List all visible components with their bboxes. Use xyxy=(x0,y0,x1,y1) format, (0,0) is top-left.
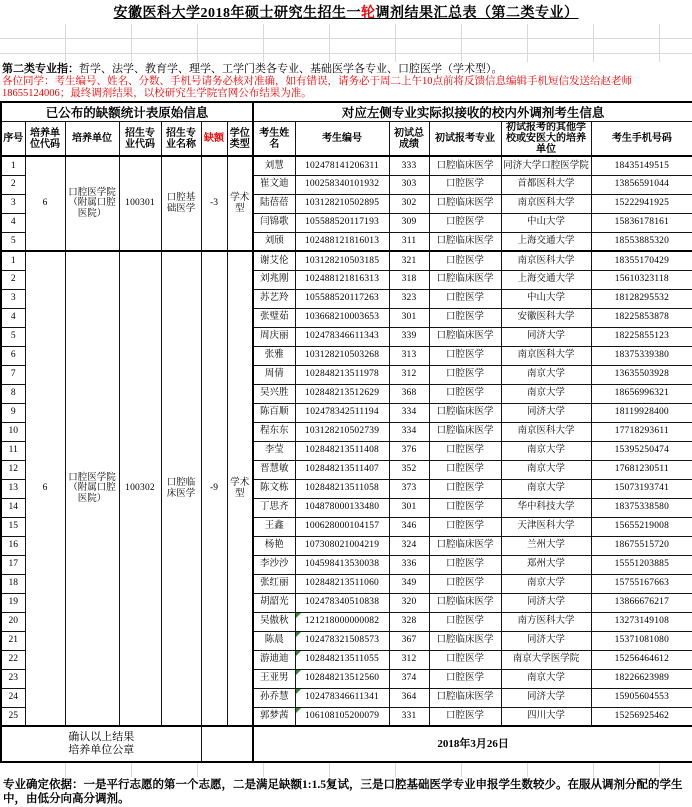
col-header-degree-type: 学位类型 xyxy=(227,122,253,157)
exam-number-cell: 107308021004219 xyxy=(295,536,389,555)
serial-cell: 20 xyxy=(1,612,25,631)
score-cell: 349 xyxy=(389,574,429,593)
major-cell: 口腔临床医学 xyxy=(429,270,501,289)
col-header-other-school: 初试报考的其他学校或安医大的培养单位 xyxy=(501,122,591,157)
phone-cell: 15073193741 xyxy=(591,479,692,498)
bottom-note xyxy=(0,777,692,807)
col-header-unit-code: 培养单位代码 xyxy=(25,122,65,157)
serial-cell: 4 xyxy=(1,308,25,327)
serial-cell: 1 xyxy=(1,156,25,175)
results-table xyxy=(0,101,692,763)
title-row xyxy=(0,0,692,24)
name-cell: 陈晨 xyxy=(253,631,295,650)
major-cell: 口腔临床医学 xyxy=(429,422,501,441)
major-cell: 口腔医学 xyxy=(429,479,501,498)
phone-cell: 18375339380 xyxy=(591,346,692,365)
major-cell: 口腔临床医学 xyxy=(429,156,501,175)
footer-date: 2018年3月26日 xyxy=(253,726,692,762)
footer-empty-cell xyxy=(201,726,253,762)
exam-number-cell: 102488121816313 xyxy=(295,270,389,289)
col-header-unit: 培养单位 xyxy=(65,122,119,157)
name-cell: 谢艾伦 xyxy=(253,251,295,270)
score-cell: 376 xyxy=(389,441,429,460)
serial-cell: 14 xyxy=(1,498,25,517)
exam-number-cell: 103128210503268 xyxy=(295,346,389,365)
phone-cell: 13635503928 xyxy=(591,365,692,384)
error-flag-icon xyxy=(296,708,301,713)
name-cell: 陈文栋 xyxy=(253,479,295,498)
exam-number-cell: 106108105200079 xyxy=(295,707,389,726)
col-header-applied-major: 初试报考专业 xyxy=(429,122,501,157)
exam-number-cell: 102848213512629 xyxy=(295,384,389,403)
exam-number-cell: 103668210003653 xyxy=(295,308,389,327)
major-cell: 口腔医学 xyxy=(429,612,501,631)
page-title-highlight: 轮 xyxy=(361,6,376,21)
major-cell: 口腔医学 xyxy=(429,498,501,517)
footer-confirm-line1: 确认以上结果 xyxy=(68,731,135,743)
name-cell: 吴傲秋 xyxy=(253,612,295,631)
serial-cell: 2 xyxy=(1,175,25,194)
phone-cell: 13866676217 xyxy=(591,593,692,612)
score-cell: 301 xyxy=(389,498,429,517)
name-cell: 游迪迪 xyxy=(253,650,295,669)
exam-number-cell: 102848213511058 xyxy=(295,479,389,498)
score-cell: 302 xyxy=(389,194,429,213)
school-cell: 安徽医科大学 xyxy=(501,308,591,327)
phone-cell: 13273149108 xyxy=(591,612,692,631)
error-flag-icon xyxy=(296,651,301,656)
bottom-note-text: 一是平行志愿的第一个志愿，二是满足缺额1:1.5复试，三是口腔基础医学专业申报学生数较少。在服从调剂分配的学生中，由低分向高分调剂。 xyxy=(3,779,683,805)
phone-cell: 15755167663 xyxy=(591,574,692,593)
page-title xyxy=(114,2,579,22)
major-cell: 口腔医学 xyxy=(429,707,501,726)
serial-cell: 12 xyxy=(1,460,25,479)
bottom-note-label: 专业确定依据： xyxy=(3,779,84,791)
unit-cell: 口腔医学院（附属口腔医院） xyxy=(65,251,119,726)
major-cell: 口腔医学 xyxy=(429,175,501,194)
major-cell: 口腔医学 xyxy=(429,251,501,270)
major-cell: 口腔医学 xyxy=(429,289,501,308)
school-cell: 南京医科大学 xyxy=(501,251,591,270)
col-header-major-name: 招生专业名称 xyxy=(161,122,201,157)
exam-number-cell: 105588520117263 xyxy=(295,289,389,308)
serial-cell: 22 xyxy=(1,650,25,669)
phone-cell: 18375338580 xyxy=(591,498,692,517)
serial-cell: 17 xyxy=(1,555,25,574)
serial-cell: 25 xyxy=(1,707,25,726)
major-cell: 口腔医学 xyxy=(429,213,501,232)
section-header-left: 已公布的缺额统计表原始信息 xyxy=(1,102,253,122)
serial-cell: 11 xyxy=(1,441,25,460)
exam-number-cell: 102478141206311 xyxy=(295,156,389,175)
serial-cell: 19 xyxy=(1,593,25,612)
phone-cell: 15551203885 xyxy=(591,555,692,574)
school-cell: 首都医科大学 xyxy=(501,175,591,194)
score-cell: 352 xyxy=(389,460,429,479)
col-header-phone: 考生手机号码 xyxy=(591,122,692,157)
error-flag-icon xyxy=(296,670,301,675)
exam-number-cell: 100628000104157 xyxy=(295,517,389,536)
major-name-cell: 口腔临床医学 xyxy=(161,251,201,726)
score-cell: 339 xyxy=(389,327,429,346)
exam-number-cell: 102848213511408 xyxy=(295,441,389,460)
score-cell: 312 xyxy=(389,365,429,384)
phone-cell: 15371081080 xyxy=(591,631,692,650)
vacancy-cell: -3 xyxy=(201,156,227,251)
school-cell: 同济大学 xyxy=(501,688,591,707)
major-cell: 口腔医学 xyxy=(429,555,501,574)
score-cell: 333 xyxy=(389,156,429,175)
school-cell: 郑州大学 xyxy=(501,555,591,574)
score-cell: 301 xyxy=(389,308,429,327)
name-cell: 周倩 xyxy=(253,365,295,384)
score-cell: 323 xyxy=(389,289,429,308)
score-cell: 367 xyxy=(389,631,429,650)
school-cell: 南京大学 xyxy=(501,384,591,403)
name-cell: 刘颀 xyxy=(253,232,295,251)
exam-number-cell: 102478346611343 xyxy=(295,327,389,346)
serial-cell: 5 xyxy=(1,232,25,251)
phone-cell: 18675515720 xyxy=(591,536,692,555)
major-cell: 口腔临床医学 xyxy=(429,688,501,707)
footer-confirm-line2: 培养单位公章 xyxy=(68,744,135,756)
major-cell: 口腔临床医学 xyxy=(429,327,501,346)
category-note-label: 第二类专业指： xyxy=(2,63,79,75)
exam-number-cell: 102478342511194 xyxy=(295,403,389,422)
page-title-suffix: 调剂结果汇总表（第二类专业） xyxy=(375,6,579,21)
exam-number-cell: 104598413530038 xyxy=(295,555,389,574)
school-cell: 南京大学 xyxy=(501,441,591,460)
school-cell: 南京大学医学院 xyxy=(501,650,591,669)
section-header-right: 对应左侧专业实际拟接收的校内外调剂考生信息 xyxy=(253,102,692,122)
exam-number-cell: 104878000133480 xyxy=(295,498,389,517)
exam-number-cell: 103128210502739 xyxy=(295,422,389,441)
school-cell: 同济大学 xyxy=(501,593,591,612)
name-cell: 郭梦茜 xyxy=(253,707,295,726)
error-flag-icon xyxy=(296,613,301,618)
name-cell: 王亚男 xyxy=(253,669,295,688)
exam-number-cell: 103128210502895 xyxy=(295,194,389,213)
empty-grid-area-bottom xyxy=(0,763,692,777)
exam-number-cell: 102848213511060 xyxy=(295,574,389,593)
school-cell: 同济大学口腔医学院 xyxy=(501,156,591,175)
school-cell: 南京大学 xyxy=(501,479,591,498)
phone-cell: 18225853878 xyxy=(591,308,692,327)
major-cell: 口腔临床医学 xyxy=(429,403,501,422)
phone-cell: 15256925462 xyxy=(591,707,692,726)
serial-cell: 3 xyxy=(1,194,25,213)
name-cell: 李沙沙 xyxy=(253,555,295,574)
col-header-serial: 序号 xyxy=(1,122,25,157)
table-body xyxy=(1,156,692,726)
exam-number-cell: 102848213512560 xyxy=(295,669,389,688)
phone-cell: 18656996321 xyxy=(591,384,692,403)
exam-number-cell: 105588520117193 xyxy=(295,213,389,232)
name-cell: 崔文迪 xyxy=(253,175,295,194)
name-cell: 张雅 xyxy=(253,346,295,365)
name-cell: 刘兆刚 xyxy=(253,270,295,289)
phone-cell: 18119928400 xyxy=(591,403,692,422)
category-note xyxy=(0,62,692,76)
school-cell: 上海交通大学 xyxy=(501,232,591,251)
major-cell: 口腔临床医学 xyxy=(429,631,501,650)
score-cell: 320 xyxy=(389,593,429,612)
exam-number-cell: 102848213511055 xyxy=(295,650,389,669)
phone-cell: 15905604553 xyxy=(591,688,692,707)
col-header-major-code: 招生专业代码 xyxy=(119,122,161,157)
score-cell: 334 xyxy=(389,403,429,422)
major-cell: 口腔医学 xyxy=(429,460,501,479)
phone-cell: 18225855123 xyxy=(591,327,692,346)
score-cell: 368 xyxy=(389,384,429,403)
error-flag-icon xyxy=(296,632,301,637)
footer-row xyxy=(1,726,692,762)
exam-number-cell: 102478340510838 xyxy=(295,593,389,612)
footer-confirm-cell xyxy=(1,726,201,762)
name-cell: 程东东 xyxy=(253,422,295,441)
page-title-prefix: 安徽医科大学2018年硕士研究生招生一 xyxy=(113,6,361,21)
exam-number-cell: 103128210503185 xyxy=(295,251,389,270)
school-cell: 南京医科大学 xyxy=(501,422,591,441)
unit-cell: 口腔医学院（附属口腔医院） xyxy=(65,156,119,251)
serial-cell: 3 xyxy=(1,289,25,308)
name-cell: 闫锦歌 xyxy=(253,213,295,232)
score-cell: 324 xyxy=(389,536,429,555)
table-row xyxy=(1,251,692,270)
serial-cell: 1 xyxy=(1,251,25,270)
phone-cell: 15610323118 xyxy=(591,270,692,289)
major-cell: 口腔医学 xyxy=(429,574,501,593)
phone-cell: 17718293611 xyxy=(591,422,692,441)
score-cell: 374 xyxy=(389,669,429,688)
name-cell: 吴兴胜 xyxy=(253,384,295,403)
serial-cell: 16 xyxy=(1,536,25,555)
major-cell: 口腔医学 xyxy=(429,384,501,403)
serial-cell: 8 xyxy=(1,384,25,403)
serial-cell: 21 xyxy=(1,631,25,650)
phone-cell: 18553885320 xyxy=(591,232,692,251)
degree-type-cell: 学术型 xyxy=(227,156,253,251)
score-cell: 346 xyxy=(389,517,429,536)
phone-cell: 15836178161 xyxy=(591,213,692,232)
school-cell: 南京医科大学 xyxy=(501,346,591,365)
phone-cell: 17681230511 xyxy=(591,460,692,479)
school-cell: 中山大学 xyxy=(501,213,591,232)
score-cell: 334 xyxy=(389,422,429,441)
school-cell: 同济大学 xyxy=(501,327,591,346)
major-cell: 口腔医学 xyxy=(429,365,501,384)
serial-cell: 7 xyxy=(1,365,25,384)
warning-note: 各位同学：考生编号、姓名、分数、手机号请务必核对准确，如有错误，请务必于周二上午10点前将反馈信息编辑手机短信发送给赵老师18655124006；最终调剂结果，以校研究生学院官网公布结果为准。 xyxy=(2,76,632,99)
exam-number-cell: 102848213511978 xyxy=(295,365,389,384)
exam-number-cell: 100258340101932 xyxy=(295,175,389,194)
col-header-candidate-name: 考生姓名 xyxy=(253,122,295,157)
score-cell: 331 xyxy=(389,707,429,726)
phone-cell: 15395250474 xyxy=(591,441,692,460)
major-cell: 口腔临床医学 xyxy=(429,194,501,213)
school-cell: 四川大学 xyxy=(501,707,591,726)
unit-code-cell: 6 xyxy=(25,156,65,251)
major-code-cell: 100302 xyxy=(119,251,161,726)
col-header-exam-number: 考生编号 xyxy=(295,122,389,157)
serial-cell: 24 xyxy=(1,688,25,707)
serial-cell: 18 xyxy=(1,574,25,593)
major-cell: 口腔医学 xyxy=(429,441,501,460)
score-cell: 312 xyxy=(389,650,429,669)
name-cell: 晋慧敏 xyxy=(253,460,295,479)
name-cell: 陈百顺 xyxy=(253,403,295,422)
serial-cell: 6 xyxy=(1,346,25,365)
phone-cell: 18226623989 xyxy=(591,669,692,688)
school-cell: 南方医科大学 xyxy=(501,612,591,631)
exam-number-cell: 102478346611341 xyxy=(295,688,389,707)
degree-type-cell: 学术型 xyxy=(227,251,253,726)
score-cell: 328 xyxy=(389,612,429,631)
phone-cell: 13856591044 xyxy=(591,175,692,194)
phone-cell: 15256464612 xyxy=(591,650,692,669)
error-flag-icon xyxy=(296,689,301,694)
school-cell: 天津医科大学 xyxy=(501,517,591,536)
score-cell: 321 xyxy=(389,251,429,270)
school-cell: 兰州大学 xyxy=(501,536,591,555)
name-cell: 孙乔慧 xyxy=(253,688,295,707)
name-cell: 丁思齐 xyxy=(253,498,295,517)
name-cell: 李莹 xyxy=(253,441,295,460)
serial-cell: 4 xyxy=(1,213,25,232)
serial-cell: 9 xyxy=(1,403,25,422)
phone-cell: 18128295532 xyxy=(591,289,692,308)
name-cell: 杨艳 xyxy=(253,536,295,555)
name-cell: 王鑫 xyxy=(253,517,295,536)
name-cell: 周庆丽 xyxy=(253,327,295,346)
name-cell: 张璧茹 xyxy=(253,308,295,327)
school-cell: 中山大学 xyxy=(501,289,591,308)
school-cell: 上海交通大学 xyxy=(501,270,591,289)
major-name-cell: 口腔基础医学 xyxy=(161,156,201,251)
unit-code-cell: 6 xyxy=(25,251,65,726)
exam-number-cell: 102478321508573 xyxy=(295,631,389,650)
school-cell: 南京大学 xyxy=(501,574,591,593)
serial-cell: 13 xyxy=(1,479,25,498)
category-note-text: 哲学、法学、教育学、理学、工学门类各专业、基础医学各专业、口腔医学（学术型）。 xyxy=(79,63,503,75)
major-code-cell: 100301 xyxy=(119,156,161,251)
column-header-row xyxy=(1,122,692,157)
name-cell: 刘慧 xyxy=(253,156,295,175)
score-cell: 373 xyxy=(389,479,429,498)
serial-cell: 5 xyxy=(1,327,25,346)
phone-cell: 15222941925 xyxy=(591,194,692,213)
name-cell: 胡韶光 xyxy=(253,593,295,612)
score-cell: 313 xyxy=(389,346,429,365)
school-cell: 南京医科大学 xyxy=(501,194,591,213)
phone-cell: 18355170429 xyxy=(591,251,692,270)
exam-number-cell: 121218000000082 xyxy=(295,612,389,631)
school-cell: 南京大学 xyxy=(501,460,591,479)
major-cell: 口腔医学 xyxy=(429,669,501,688)
serial-cell: 23 xyxy=(1,669,25,688)
school-cell: 同济大学 xyxy=(501,403,591,422)
score-cell: 303 xyxy=(389,175,429,194)
col-header-score: 初试总成绩 xyxy=(389,122,429,157)
name-cell: 张红丽 xyxy=(253,574,295,593)
section-header-row xyxy=(1,102,692,122)
name-cell: 陆蓓蓓 xyxy=(253,194,295,213)
major-cell: 口腔医学 xyxy=(429,517,501,536)
major-cell: 口腔临床医学 xyxy=(429,536,501,555)
phone-cell: 15655219008 xyxy=(591,517,692,536)
phone-cell: 18435149515 xyxy=(591,156,692,175)
score-cell: 364 xyxy=(389,688,429,707)
vacancy-cell: -9 xyxy=(201,251,227,726)
exam-number-cell: 102848213511407 xyxy=(295,460,389,479)
score-cell: 309 xyxy=(389,213,429,232)
name-cell: 苏艺羚 xyxy=(253,289,295,308)
school-cell: 南京大学 xyxy=(501,365,591,384)
major-cell: 口腔医学 xyxy=(429,308,501,327)
col-header-vacancy: 缺额 xyxy=(201,122,227,157)
school-cell: 同济大学 xyxy=(501,631,591,650)
serial-cell: 10 xyxy=(1,422,25,441)
empty-grid-area-top xyxy=(0,24,692,62)
score-cell: 318 xyxy=(389,270,429,289)
table-row xyxy=(1,156,692,175)
score-cell: 311 xyxy=(389,232,429,251)
school-cell: 华中科技大学 xyxy=(501,498,591,517)
major-cell: 口腔临床医学 xyxy=(429,593,501,612)
serial-cell: 2 xyxy=(1,270,25,289)
school-cell: 南京大学 xyxy=(501,669,591,688)
major-cell: 口腔医学 xyxy=(429,346,501,365)
major-cell: 口腔临床医学 xyxy=(429,232,501,251)
major-cell: 口腔医学 xyxy=(429,650,501,669)
exam-number-cell: 102488121816013 xyxy=(295,232,389,251)
serial-cell: 15 xyxy=(1,517,25,536)
score-cell: 336 xyxy=(389,555,429,574)
